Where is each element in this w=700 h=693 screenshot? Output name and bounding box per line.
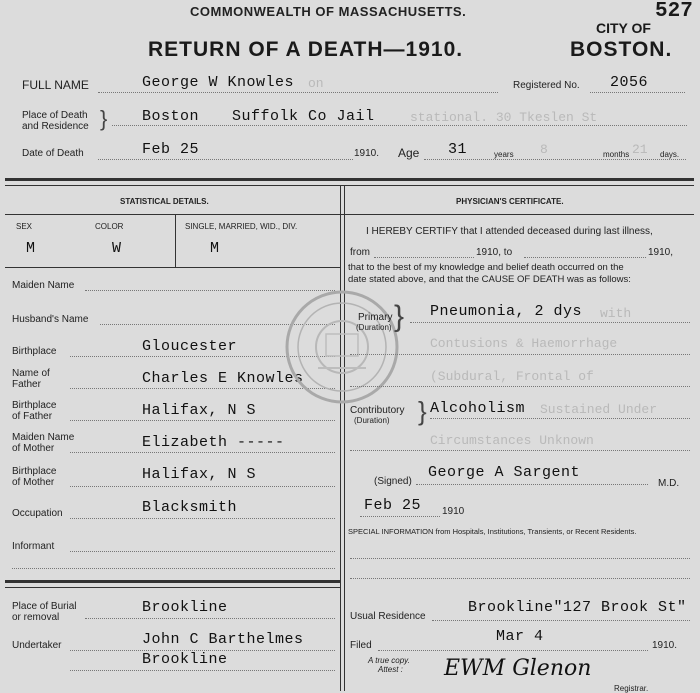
filed-date-value: Mar 4 (496, 628, 544, 645)
place-line (112, 125, 687, 126)
from-year: 1910, to (476, 247, 513, 258)
place-value-city: Boston (142, 108, 200, 125)
certify-line-2: that to the best of my knowledge and belief death occurred on the (348, 262, 624, 273)
usual-residence-label: Usual Residence (350, 611, 426, 622)
date-of-death-value: Feb 25 (142, 141, 200, 158)
father-birthplace-line (70, 420, 335, 421)
mother-maiden-label: Maiden Name of Mother (12, 432, 75, 454)
city-of-label: CITY OF (596, 20, 651, 36)
years-label: years (494, 150, 514, 159)
usual-residence-value: Brookline"127 Brook St" (468, 599, 687, 616)
true-copy-label: A true copy. Attest : (368, 656, 410, 674)
filed-label: Filed (350, 640, 372, 651)
maiden-name-label: Maiden Name (12, 280, 75, 291)
date-year: 1910. (354, 148, 380, 159)
section-heading-rule (5, 214, 694, 215)
full-name-label: FULL NAME (22, 78, 89, 92)
days-label: days. (660, 150, 680, 159)
full-name-line (98, 92, 498, 93)
husbands-name-label: Husband's Name (12, 314, 89, 325)
primary-brace: } (394, 300, 405, 333)
usual-residence-line (432, 620, 690, 621)
bleed-through-text: with (600, 306, 632, 321)
sex-color-rule (5, 267, 340, 268)
registrar-signature: EWM Glenon (444, 656, 592, 681)
bleed-through-text: Sustained Under (540, 402, 658, 417)
burial-place-line (85, 618, 335, 619)
date-line (98, 159, 353, 160)
signed-date-value: Feb 25 (364, 497, 422, 514)
primary-cause-value: Pneumonia, 2 dys (430, 303, 583, 320)
undertaker-label: Undertaker (12, 640, 62, 651)
primary-label: Primary (358, 312, 393, 323)
occupation-line (70, 518, 335, 519)
sex-color-divider (175, 214, 176, 267)
md-label: M.D. (658, 478, 680, 489)
burial-rule-thin (5, 587, 340, 588)
official-seal-stamp (282, 288, 405, 406)
contributory-line-1 (430, 418, 690, 419)
registered-no-value: 2056 (610, 74, 649, 91)
to-line (524, 257, 646, 258)
color-value: W (112, 240, 122, 257)
registrar-label: Registrar. (614, 684, 649, 693)
contributory-duration-label: (Duration) (354, 416, 390, 425)
undertaker-line-2 (70, 670, 335, 671)
special-info-line-1 (350, 558, 690, 559)
bleed-through-text: (Subdural, Frontal of (430, 369, 594, 384)
bleed-through-text: Circumstances Unknown (430, 433, 594, 448)
full-name-value: George W Knowles (142, 74, 295, 91)
physician-signature-value: George A Sargent (428, 464, 581, 481)
special-info-line-2 (350, 578, 690, 579)
top-rule-thick (5, 178, 694, 181)
father-name-label: Name of Father (12, 368, 50, 390)
place-brace: } (100, 106, 108, 131)
signed-line (416, 484, 648, 485)
place-of-death-label: Place of Death and Residence (22, 110, 89, 132)
signed-date-line (360, 516, 440, 517)
signed-label: (Signed) (374, 476, 412, 487)
contributory-brace: } (418, 396, 427, 426)
marital-value: M (210, 240, 220, 257)
contributory-line-2 (350, 450, 690, 451)
sex-value: M (26, 240, 36, 257)
informant-label: Informant (12, 541, 55, 552)
sex-label: SEX (16, 222, 33, 231)
registered-no-label: Registered No. (513, 80, 580, 91)
registered-no-line (590, 92, 685, 93)
occupation-label: Occupation (12, 508, 63, 519)
color-label: COLOR (95, 222, 124, 231)
occupation-value: Blacksmith (142, 499, 238, 516)
undertaker-town-value: Brookline (142, 651, 228, 668)
page-title: RETURN OF A DEATH—1910. (148, 38, 464, 61)
informant-line-2 (12, 568, 335, 569)
contributory-label: Contributory (350, 405, 405, 416)
primary-duration-label: (Duration) (356, 323, 392, 332)
age-value: 31 (448, 141, 468, 158)
father-birthplace-value: Halifax, N S (142, 402, 257, 419)
bleed-through-text: 8 (540, 142, 548, 157)
center-divider-2 (344, 185, 345, 691)
filed-line (378, 650, 648, 651)
certify-line-3: date stated above, and that the CAUSE OF DEATH was as follows: (348, 274, 631, 285)
from-line (374, 257, 474, 258)
center-divider (340, 185, 341, 691)
city-name: BOSTON. (570, 38, 673, 61)
father-birthplace-label: Birthplace of Father (12, 400, 57, 422)
father-name-value: Charles E Knowles (142, 370, 304, 387)
burial-rule-thick (5, 580, 340, 583)
age-line (424, 159, 686, 160)
filed-year: 1910. (652, 640, 678, 651)
mother-maiden-value: Elizabeth ----- (142, 434, 285, 451)
primary-line-3 (350, 386, 690, 387)
statistical-heading: STATISTICAL DETAILS. (120, 197, 209, 206)
bleed-through-text: on (308, 76, 324, 91)
mother-maiden-line (70, 452, 335, 453)
primary-line-1 (410, 322, 690, 323)
commonwealth-heading: COMMONWEALTH OF MASSACHUSETTS. (190, 4, 467, 19)
mother-birthplace-label: Birthplace of Mother (12, 466, 57, 488)
physician-heading: PHYSICIAN'S CERTIFICATE. (456, 197, 564, 206)
contributory-cause-value: Alcoholism (430, 400, 526, 417)
certify-text: I HEREBY CERTIFY that I attended deceased during last illness, (366, 226, 653, 237)
bleed-through-text: 21 (632, 142, 648, 157)
from-label: from (350, 247, 370, 258)
age-label: Age (398, 146, 420, 160)
top-rule-thin (5, 185, 694, 186)
place-value-location: Suffolk Co Jail (232, 108, 375, 125)
marital-label: SINGLE, MARRIED, WID., DIV. (185, 222, 298, 231)
burial-place-value: Brookline (142, 599, 228, 616)
burial-place-label: Place of Burial or removal (12, 601, 77, 623)
special-information: SPECIAL INFORMATION from Hospitals, Institutions, Transients, or Recent Residents. (348, 527, 637, 536)
to-year: 1910, (648, 247, 674, 258)
signed-date-year: 1910 (442, 506, 465, 517)
birthplace-value: Gloucester (142, 338, 238, 355)
mother-birthplace-line (70, 486, 335, 487)
months-label: months (603, 150, 630, 159)
date-of-death-label: Date of Death (22, 148, 84, 159)
primary-line-2 (350, 354, 690, 355)
birthplace-label: Birthplace (12, 346, 57, 357)
bleed-through-text: stational. 30 Tkeslen St (410, 110, 598, 125)
bleed-through-text: Contusions & Haemorrhage (430, 336, 618, 351)
page-number: 527 (655, 0, 693, 23)
undertaker-name-value: John C Barthelmes (142, 631, 304, 648)
informant-line (70, 551, 335, 552)
mother-birthplace-value: Halifax, N S (142, 466, 257, 483)
